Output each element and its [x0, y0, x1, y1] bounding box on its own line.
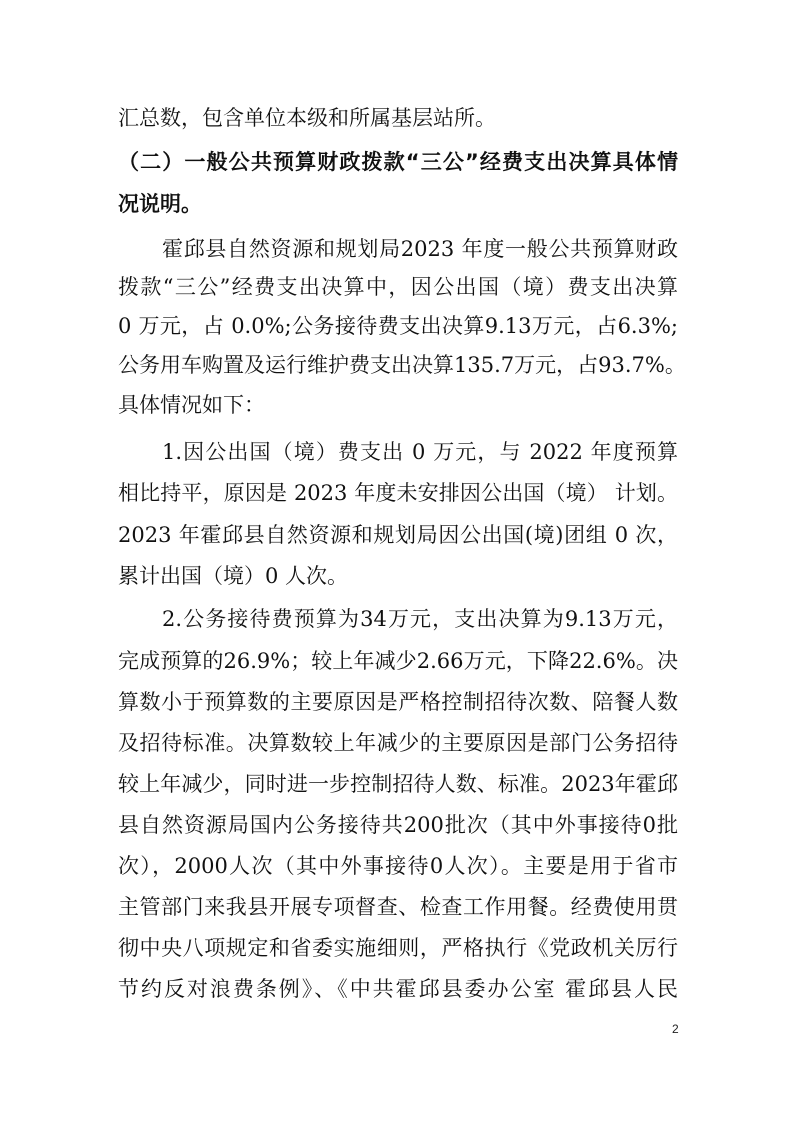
paragraph-line: 完成预算的26.9%；较上年减少2.66万元，下降22.6%。决	[118, 649, 678, 673]
paragraph-line: 2.公务接待费预算为34万元，支出决算为9.13万元，	[162, 607, 678, 631]
section-heading-continued: 况说明。	[118, 192, 202, 216]
paragraph-line: 公务用车购置及运行维护费支出决算135.7万元，占93.7%。	[118, 353, 686, 377]
paragraph-line: 汇总数，包含单位本级和所属基层站所。	[118, 106, 496, 130]
paragraph-line: 2023 年霍邱县自然资源和规划局因公出国(境)团组 0 次，	[118, 523, 678, 547]
paragraph-line: 节约反对浪费条例》、《中共霍邱县委办公室 霍邱县人民	[118, 977, 678, 1001]
paragraph-line: 主管部门来我县开展专项督查、检查工作用餐。经费使用贯	[118, 895, 678, 919]
paragraph-line: 县自然资源局国内公务接待共200批次（其中外事接待0批	[118, 813, 678, 837]
paragraph-line: 0 万元，占 0.0%;公务接待费支出决算9.13万元，占6.3%;	[118, 314, 678, 338]
paragraph-line: 1.因公出国（境）费支出 0 万元，与 2022 年度预算	[162, 440, 678, 464]
paragraph-line: 及招待标准。决算数较上年减少的主要原因是部门公务招待	[118, 731, 678, 755]
section-heading: （二）一般公共预算财政拨款“三公”经费支出决算具体情	[118, 150, 678, 174]
paragraph-line: 相比持平，原因是 2023 年度未安排因公出国（境） 计划。	[118, 481, 678, 505]
paragraph-line: 霍邱县自然资源和规划局2023 年度一般公共预算财政	[162, 237, 678, 261]
paragraph-line: 拨款“三公”经费支出决算中，因公出国（境）费支出决算	[118, 275, 678, 299]
paragraph-line: 彻中央八项规定和省委实施细则，严格执行《党政机关厉行	[118, 936, 678, 960]
paragraph-line: 算数小于预算数的主要原因是严格控制招待次数、陪餐人数	[118, 690, 678, 714]
page-number: 2	[672, 1022, 679, 1036]
paragraph-line: 较上年减少，同时进一步控制招待人数、标准。2023年霍邱	[118, 772, 678, 796]
paragraph-line: 具体情况如下：	[118, 393, 265, 417]
paragraph-line: 次），2000人次（其中外事接待0人次）。主要是用于省市	[118, 854, 678, 878]
paragraph-line: 累计出国（境）0 人次。	[118, 564, 349, 588]
